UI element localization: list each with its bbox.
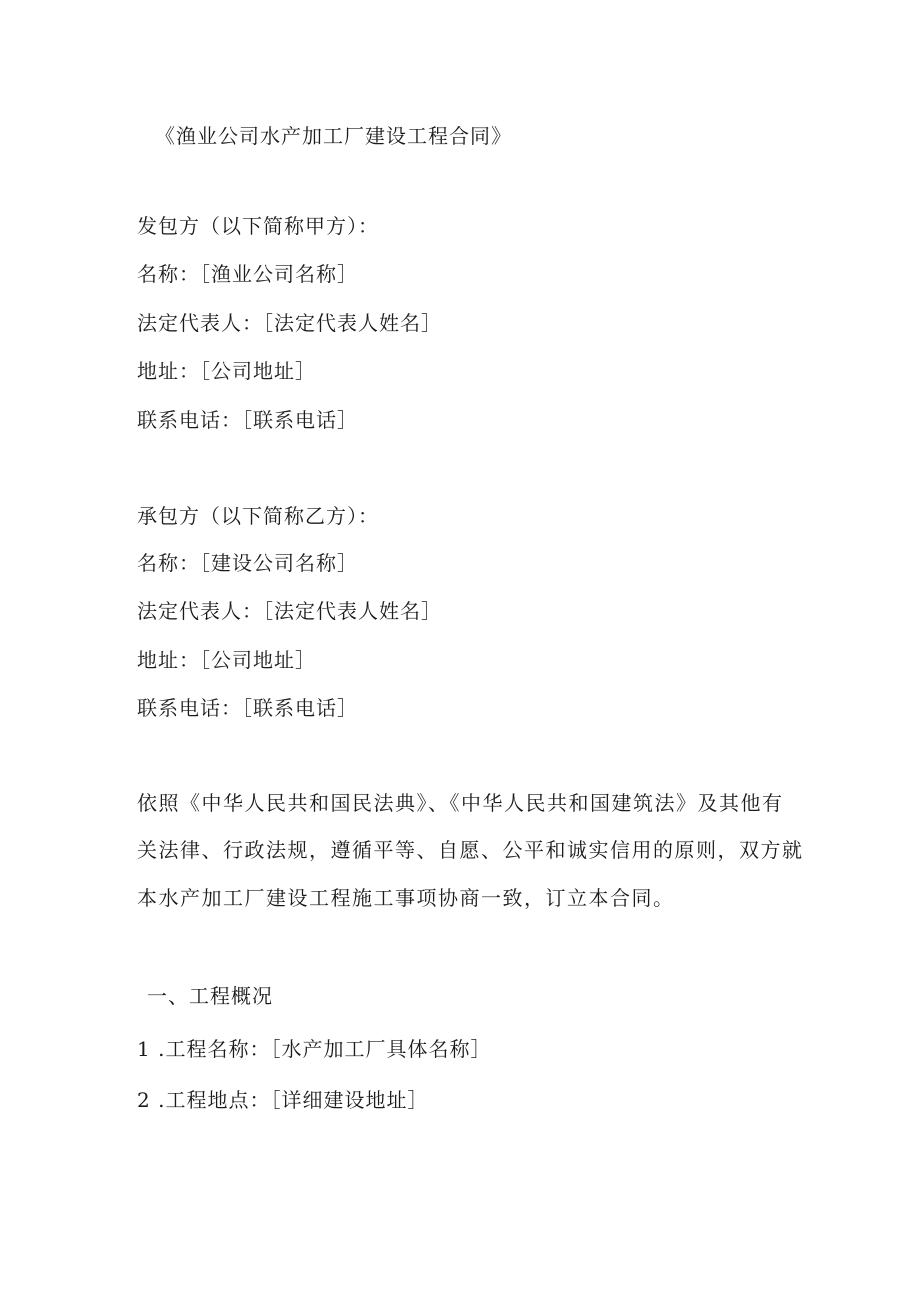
section-1-item-1: 1 .工程名称：［水产加工厂具体名称］ [137, 1037, 492, 1061]
section-1-item-2: 2 .工程地点：［详细建设地址］ [137, 1088, 429, 1112]
preamble-line-3: 本水产加工厂建设工程施工事项协商一致，订立本合同。 [137, 886, 675, 910]
party-b-phone: 联系电话：［联系电话］ [137, 696, 358, 720]
party-b-name: 名称：［建设公司名称］ [137, 551, 358, 575]
document-title: 《渔业公司水产加工厂建设工程合同》 [155, 124, 512, 148]
party-a-address: 地址：［公司地址］ [137, 359, 316, 383]
party-a-phone: 联系电话：［联系电话］ [137, 408, 358, 432]
party-b-heading: 承包方（以下简称乙方）： [137, 504, 379, 528]
party-a-heading: 发包方（以下简称甲方）： [137, 214, 379, 238]
party-a-representative: 法定代表人：［法定代表人姓名］ [137, 311, 442, 335]
party-a-name: 名称：［渔业公司名称］ [137, 262, 358, 286]
preamble-line-1: 依照《中华人民共和国民法典》、《中华人民共和国建筑法》及其他有 [137, 791, 784, 815]
preamble-line-2: 关法律、行政法规，遵循平等、自愿、公平和诚实信用的原则，双方就 [137, 838, 804, 862]
party-b-address: 地址：［公司地址］ [137, 648, 316, 672]
section-1-heading: 一、工程概况 [147, 984, 273, 1008]
party-b-representative: 法定代表人：［法定代表人姓名］ [137, 599, 442, 623]
